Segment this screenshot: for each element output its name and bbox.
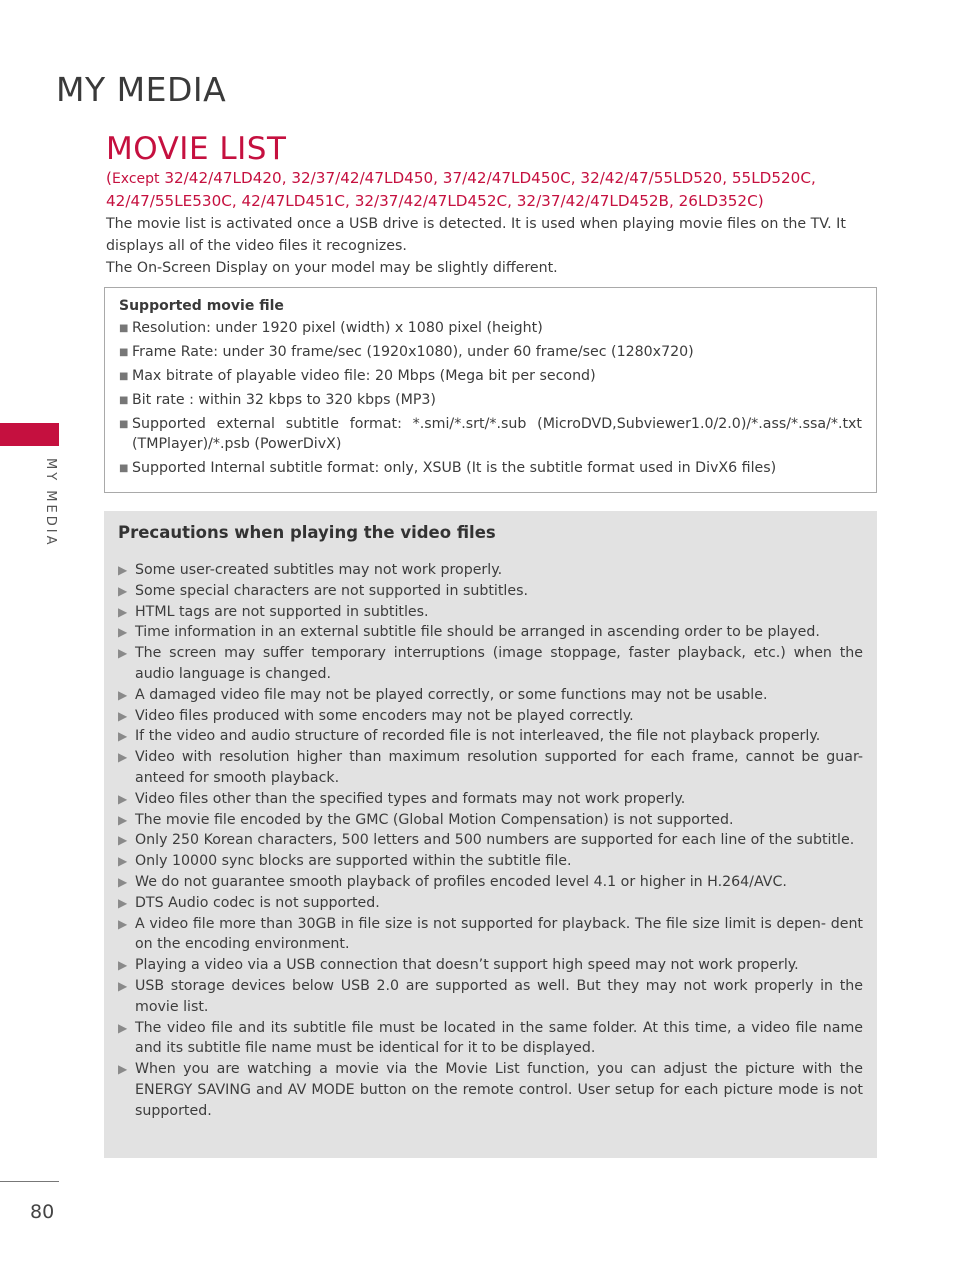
list-item xyxy=(118,622,863,643)
list-item xyxy=(119,459,862,479)
list-item-text: USB storage devices below USB 2.0 are supported as well. But they may not work properly in the movie list. xyxy=(135,977,863,1015)
list-item-text: The screen may suffer temporary interruptions (image stoppage, faster playback, etc.) when the audio language is changed. xyxy=(135,645,863,682)
triangle-bullet-icon: ▶ xyxy=(118,646,128,661)
list-item xyxy=(118,706,863,727)
precautions-list xyxy=(118,560,863,1122)
list-item-text: Time information in an external subtitle file should be arranged in ascending order to be played. xyxy=(135,624,820,641)
list-item xyxy=(118,914,863,956)
list-item-text: We do not guarantee smooth playback of profiles encoded level 4.1 or higher in H.264/AVC. xyxy=(135,873,787,890)
list-item-text: Supported Internal subtitle format: only, XSUB (It is the subtitle format used in DivX6 files) xyxy=(132,459,777,476)
square-bullet-icon: ■ xyxy=(119,371,129,382)
list-item-text: Supported external subtitle format: *.smi/*.srt/*.sub (MicroDVD,Subviewer1.0/2.0)/*.ass/*.ssa/*.txt (TMPlayer)/*.psb (PowerDivX) xyxy=(132,416,862,452)
square-bullet-icon: ■ xyxy=(119,395,129,406)
triangle-bullet-icon: ▶ xyxy=(118,916,128,931)
list-item-text: Playing a video via a USB connection that doesn’t support high speed may not work properly. xyxy=(135,957,799,974)
triangle-bullet-icon: ▶ xyxy=(118,604,128,619)
list-item xyxy=(118,1018,863,1060)
list-item-text: Video files produced with some encoders may not be played correctly. xyxy=(135,707,634,724)
square-bullet-icon: ■ xyxy=(119,462,129,474)
triangle-bullet-icon: ▶ xyxy=(118,812,128,827)
models-open-paren: ( xyxy=(106,169,112,187)
list-item-text: Resolution: under 1920 pixel (width) x 1080 pixel (height) xyxy=(132,320,543,336)
triangle-bullet-icon: ▶ xyxy=(118,750,128,765)
triangle-bullet-icon: ▶ xyxy=(118,791,128,806)
list-item xyxy=(118,747,863,789)
triangle-bullet-icon: ▶ xyxy=(118,1062,128,1077)
intro-paragraph: The On-Screen Display on your model may be slightly different. xyxy=(106,260,558,276)
list-item-text: When you are watching a movie via the Movie List function, you can adjust the picture with the ENERGY SAVING and AV MODE button on the remote control. User setup for each picture mode is not supported. xyxy=(135,1061,863,1119)
list-item-text: Video files other than the specified types and formats may not work properly. xyxy=(135,790,686,807)
list-item-text: Only 10000 sync blocks are supported within the subtitle file. xyxy=(135,853,572,870)
list-item-text: Some special characters are not supported in subtitles. xyxy=(135,582,528,599)
list-item xyxy=(118,830,863,851)
triangle-bullet-icon: ▶ xyxy=(118,854,128,869)
models-except-label: Except xyxy=(111,171,160,187)
list-item-text: The video file and its subtitle file must be located in the same folder. At this time, a video file name and its subtitle file name must be identical for it to be displayed. xyxy=(135,1019,863,1057)
list-item-text: DTS Audio codec is not supported. xyxy=(135,894,380,911)
list-item xyxy=(118,810,863,831)
list-item xyxy=(118,602,863,623)
triangle-bullet-icon: ▶ xyxy=(118,895,128,910)
intro-text xyxy=(106,213,876,279)
triangle-bullet-icon: ▶ xyxy=(118,833,128,848)
list-item xyxy=(118,851,863,872)
footer-divider xyxy=(0,1181,59,1182)
side-section-label: MY MEDIA xyxy=(43,458,58,548)
list-item-text: A damaged video file may not be played correctly, or some functions may not be usable. xyxy=(135,686,768,703)
square-bullet-icon: ■ xyxy=(119,323,129,334)
triangle-bullet-icon: ▶ xyxy=(118,563,128,577)
triangle-bullet-icon: ▶ xyxy=(118,729,128,744)
supported-title: Supported movie file xyxy=(119,298,284,314)
list-item xyxy=(118,581,863,602)
triangle-bullet-icon: ▶ xyxy=(118,583,128,598)
list-item xyxy=(118,872,863,893)
triangle-bullet-icon: ▶ xyxy=(118,708,128,723)
section-title: MOVIE LIST xyxy=(106,131,287,167)
model-exceptions xyxy=(106,167,886,212)
triangle-bullet-icon: ▶ xyxy=(118,874,128,889)
supported-list xyxy=(119,319,862,478)
list-item-text: Frame Rate: under 30 frame/sec (1920x1080), under 60 frame/sec (1280x720) xyxy=(132,344,694,360)
models-list: 32/42/47LD420, 32/37/42/47LD450, 37/42/47LD450C, 32/42/47/55LD520, 55LD520C, 42/47/55LE530C, 42/47LD451C, 32/37/42/47LD452C, 32/37/42/47LD452B, 26LD352C) xyxy=(106,169,816,210)
triangle-bullet-icon: ▶ xyxy=(118,625,128,640)
intro-paragraph: The movie list is activated once a USB drive is detected. It is used when playing movie files on the TV. It displays all of the video files it recognizes. xyxy=(106,216,846,254)
list-item xyxy=(118,976,863,1018)
triangle-bullet-icon: ▶ xyxy=(118,978,128,993)
square-bullet-icon: ■ xyxy=(119,419,129,430)
triangle-bullet-icon: ▶ xyxy=(118,1020,128,1035)
list-item xyxy=(118,685,863,706)
list-item xyxy=(118,893,863,914)
list-item xyxy=(118,1059,863,1121)
list-item xyxy=(119,343,862,363)
list-item xyxy=(119,415,862,454)
list-item-text: Only 250 Korean characters, 500 letters and 500 numbers are supported for each line of the subtitle. xyxy=(135,832,855,849)
list-item-text: Video with resolution higher than maximum resolution supported for each frame, cannot be guar- anteed for smooth playback. xyxy=(135,749,863,786)
list-item-text: The movie file encoded by the GMC (Global Motion Compensation) is not supported. xyxy=(135,811,734,828)
list-item xyxy=(118,955,863,976)
list-item xyxy=(119,319,862,339)
page-number: 80 xyxy=(30,1201,55,1223)
list-item xyxy=(119,367,862,387)
list-item-text: HTML tags are not supported in subtitles. xyxy=(135,603,429,620)
list-item xyxy=(118,560,863,581)
triangle-bullet-icon: ▶ xyxy=(118,687,128,702)
supported-movie-file-box xyxy=(104,287,877,493)
page-header: MY MEDIA xyxy=(56,70,227,109)
list-item-text: If the video and audio structure of recorded file is not interleaved, the file not playback properly. xyxy=(135,728,821,745)
square-bullet-icon: ■ xyxy=(119,347,129,358)
precautions-box xyxy=(104,511,877,1158)
list-item-text: Some user-created subtitles may not work properly. xyxy=(135,562,503,578)
list-item xyxy=(118,643,863,685)
triangle-bullet-icon: ▶ xyxy=(118,958,128,973)
list-item xyxy=(119,391,862,411)
list-item xyxy=(118,726,863,747)
list-item-text: Max bitrate of playable video file: 20 Mbps (Mega bit per second) xyxy=(132,368,596,384)
list-item-text: A video file more than 30GB in file size is not supported for playback. The file size limit is depen- dent on the encoding environment. xyxy=(135,915,863,953)
list-item xyxy=(118,789,863,810)
precautions-title: Precautions when playing the video files xyxy=(118,523,496,542)
list-item-text: Bit rate : within 32 kbps to 320 kbps (MP3) xyxy=(132,392,436,408)
side-tab-marker xyxy=(0,423,59,446)
